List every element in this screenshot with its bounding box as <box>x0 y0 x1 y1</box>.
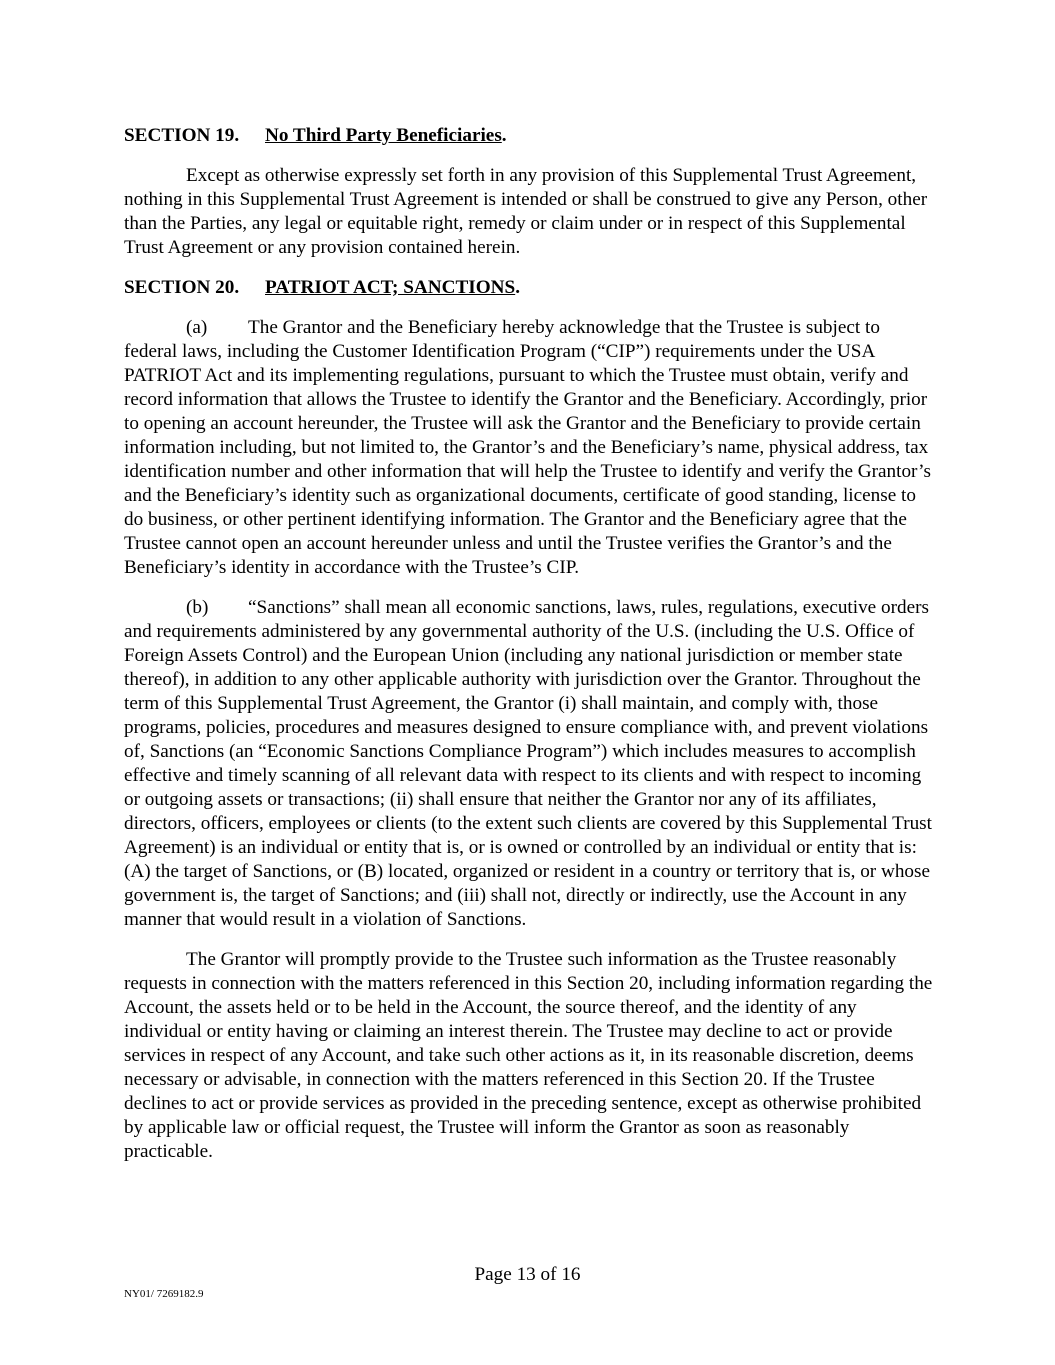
section-20-heading <box>124 276 936 300</box>
section-20-title: PATRIOT ACT; SANCTIONS <box>265 277 516 298</box>
section-20-title-period: . <box>515 277 520 298</box>
section-20-paragraph-b <box>124 596 936 932</box>
paragraph-a-marker: (a) <box>186 317 208 338</box>
document-id: NY01/ 7269182.9 <box>124 1288 204 1300</box>
section-19-title: No Third Party Beneficiaries <box>265 125 502 146</box>
section-19-paragraph: Except as otherwise expressly set forth in any provision of this Supplemental Trust Agreement, nothing in this Supplemental Trust Agreement is intended or shall be construed to give any Person, other than the Parties, any legal or equitable right, remedy or claim under or in respect of this Supplemental Trust Agreement or any provision contained herein. <box>124 165 928 258</box>
paragraph-a-text: The Grantor and the Beneficiary hereby acknowledge that the Trustee is subject to federal laws, including the Customer Identification Program (“CIP”) requirements under the USA PATRIOT Act and its implementing regulations, pursuant to which the Trustee must obtain, verify and record information that allows the Trustee to identify the Grantor and the Beneficiary. Accordingly, prior to opening an account hereunder, the Trustee will ask the Grantor and the Beneficiary to provide certain information including, but not limited to, the Grantor’s and the Beneficiary’s name, physical address, tax identification number and other information that will help the Trustee to identify and verify the Grantor’s and the Beneficiary’s identity such as organizational documents, certificate of good standing, license to do business, or other pertinent identifying information. The Grantor and the Beneficiary agree that the Trustee cannot open an account hereunder unless and until the Trustee verifies the Grantor’s and the Beneficiary’s identity in accordance with the Trustee’s CIP. <box>124 317 931 578</box>
paragraph-b-text: “Sanctions” shall mean all economic sanctions, laws, rules, regulations, executive orders and requirements administered by any governmental authority of the U.S. (including the U.S. Office of Foreign Assets Control) and the European Union (including any national jurisdiction or member state thereof), in addition to any other applicable authority with jurisdiction over the Grantor. Throughout the term of this Supplemental Trust Agreement, the Grantor (i) shall maintain, and comply with, those programs, policies, procedures and measures designed to ensure compliance with, and prevent violations of, Sanctions (an “Economic Sanctions Compliance Program”) which includes measures to accomplish effective and timely scanning of all relevant data with respect to its clients and with respect to incoming or outgoing assets or transactions; (ii) shall ensure that neither the Grantor nor any of its affiliates, directors, officers, employees or clients (to the extent such clients are covered by this Supplemental Trust Agreement) is an individual or entity that is, or is owned or controlled by an individual or entity that is: (A) the target of Sanctions, or (B) located, organized or resident in a country or territory that is, or whose government is, the target of Sanctions; and (iii) shall not, directly or indirectly, use the Account in any manner that would result in a violation of Sanctions. <box>124 597 932 930</box>
section-20-paragraph-c: The Grantor will promptly provide to the Trustee such information as the Trustee reasonably requests in connection with the matters referenced in this Section 20, including information regarding the Account, the assets held or to be held in the Account, the source thereof, and the identity of any individual or entity having or claiming an interest therein. The Trustee may decline to act or provide services in respect of any Account, and take such other actions as it, in its reasonable discretion, deems necessary or advisable, in connection with the matters referenced in this Section 20. If the Trustee declines to act or provide services as provided in the preceding sentence, except as otherwise prohibited by applicable law or official request, the Trustee will inform the Grantor as soon as reasonably practicable. <box>124 949 933 1162</box>
section-19-number: SECTION 19. <box>124 125 240 146</box>
section-20-paragraph-a <box>124 316 936 580</box>
section-19-heading <box>124 124 936 148</box>
document-body <box>124 124 936 1180</box>
page-number: Page 13 of 16 <box>474 1264 581 1285</box>
section-19-title-period: . <box>501 125 507 146</box>
paragraph-b-marker: (b) <box>186 597 209 618</box>
section-20-number: SECTION 20. <box>124 277 240 298</box>
